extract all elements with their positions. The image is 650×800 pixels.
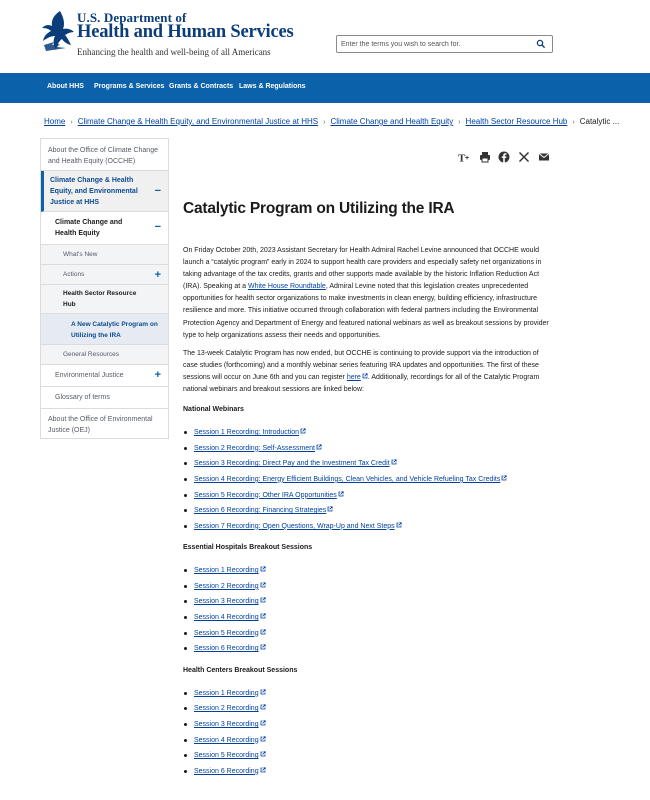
national-webinars-list	[183, 425, 553, 534]
recording-link[interactable]: Session 3 Recording	[194, 721, 266, 728]
recording-link[interactable]: Session 2 Recording	[194, 583, 266, 590]
article-body	[183, 245, 553, 785]
health-centers-list	[183, 686, 553, 780]
breadcrumb-hub[interactable]: Health Sector Resource Hub	[465, 117, 568, 126]
breadcrumb-cche[interactable]: Climate Change and Health Equity	[330, 117, 454, 126]
external-link-icon	[260, 566, 266, 572]
sidebar-item-label: General Resources	[63, 351, 119, 358]
external-link-icon	[260, 629, 266, 635]
breadcrumb-separator-icon: ›	[70, 119, 73, 126]
list-item	[183, 717, 553, 733]
external-link-icon	[260, 582, 266, 588]
recording-link[interactable]: Session 4 Recording: Energy Efficient Buildings, Clean Vehicles, and Vehicle Refueling Tax Credits	[194, 476, 507, 483]
recording-link[interactable]: Session 2 Recording: Self-Assessment	[194, 445, 322, 452]
recording-link[interactable]: Session 2 Recording	[194, 705, 266, 712]
nav-laws-regulations[interactable]: Laws & Regulations	[239, 83, 306, 90]
national-webinars-heading: National Webinars	[183, 406, 244, 414]
list-item	[183, 748, 553, 764]
sidebar-item-general-resources[interactable]	[41, 345, 168, 365]
list-item	[183, 686, 553, 702]
external-link-icon	[260, 767, 266, 773]
sidebar-item-label: Glossary of terms	[55, 394, 110, 401]
svg-text:+: +	[465, 155, 470, 162]
sidebar-item-actions[interactable]	[41, 265, 168, 285]
list-item	[183, 579, 553, 595]
sidebar-item-cche-ej[interactable]	[41, 171, 168, 212]
external-link-icon	[260, 720, 266, 726]
text-resize-icon[interactable]	[458, 151, 470, 163]
sidebar-item-label: Climate Change and Health Equity	[55, 219, 123, 237]
main-nav	[0, 73, 650, 103]
list-item	[183, 733, 553, 749]
external-link-icon	[260, 689, 266, 695]
hhs-eagle-logo-icon[interactable]	[40, 9, 76, 57]
agency-name-line2[interactable]: Health and Human Services	[77, 22, 294, 42]
recording-link[interactable]: Session 6 Recording: Financing Strategies	[194, 507, 333, 514]
expand-icon[interactable]: +	[154, 269, 161, 281]
recording-link[interactable]: Session 1 Recording: Introduction	[194, 429, 306, 436]
external-link-icon	[391, 459, 397, 465]
external-link-icon	[501, 475, 507, 481]
recording-link[interactable]: Session 3 Recording: Direct Pay and the Investment Tax Credit	[194, 460, 397, 467]
recording-link[interactable]: Session 6 Recording	[194, 645, 266, 652]
breadcrumb-separator-icon: ›	[323, 119, 326, 126]
hospitals-heading: Essential Hospitals Breakout Sessions	[183, 544, 313, 552]
nav-programs-services[interactable]: Programs & Services	[94, 83, 165, 90]
external-link-icon	[327, 506, 333, 512]
list-item	[183, 425, 553, 441]
recording-link[interactable]: Session 5 Recording: Other IRA Opportunities	[194, 492, 344, 499]
external-link-icon	[260, 613, 266, 619]
recording-link[interactable]: Session 1 Recording	[194, 690, 266, 697]
site-header	[0, 0, 650, 73]
list-item	[183, 441, 553, 457]
list-item	[183, 563, 553, 579]
sidebar-item-label: Climate Change & Health Equity, and Environmental Justice at HHS	[50, 177, 138, 206]
external-link-icon	[260, 751, 266, 757]
svg-text:T: T	[458, 152, 466, 163]
list-item	[183, 456, 553, 472]
recording-link[interactable]: Session 4 Recording	[194, 614, 266, 621]
expand-icon[interactable]: +	[154, 369, 161, 381]
nav-about-hhs[interactable]: About HHS	[47, 83, 84, 90]
recording-link[interactable]: Session 6 Recording	[194, 768, 266, 775]
sidebar-item-environmental-justice[interactable]	[41, 365, 168, 387]
external-link-icon	[338, 491, 344, 497]
collapse-icon[interactable]: −	[154, 221, 161, 233]
page-title: Catalytic Program on Utilizing the IRA	[183, 200, 455, 217]
recording-link[interactable]: Session 7 Recording: Open Questions, Wrap-Up and Next Steps	[194, 523, 402, 530]
sidebar-item-label: A New Catalytic Program on Utilizing the IRA	[71, 321, 158, 339]
register-here-link[interactable]: here	[347, 374, 368, 381]
collapse-icon[interactable]: −	[154, 185, 161, 197]
sidebar-item-label: About the Office of Climate Change and Health Equity (OCCHE)	[48, 147, 158, 165]
breadcrumb-current: Catalytic ...	[579, 117, 620, 126]
sidebar-item-glossary[interactable]	[41, 387, 168, 409]
sidebar-item-label: About the Office of Environmental Justice (OEJ)	[48, 416, 153, 434]
search-icon[interactable]	[536, 39, 546, 49]
side-nav	[40, 138, 169, 439]
nav-grants-contracts[interactable]: Grants & Contracts	[169, 83, 234, 90]
list-item	[183, 488, 553, 504]
recording-link[interactable]: Session 1 Recording	[194, 567, 266, 574]
sidebar-item-cche[interactable]	[41, 212, 168, 245]
list-item	[183, 610, 553, 626]
recording-link[interactable]: Session 5 Recording	[194, 752, 266, 759]
sidebar-item-whats-new[interactable]	[41, 245, 168, 265]
list-item	[183, 641, 553, 657]
sidebar-item-ocche[interactable]	[41, 139, 168, 171]
breadcrumb-separator-icon: ›	[458, 119, 461, 126]
x-icon[interactable]	[518, 151, 530, 163]
recording-link[interactable]: Session 3 Recording	[194, 598, 266, 605]
list-item	[183, 626, 553, 642]
print-icon[interactable]	[479, 151, 491, 163]
external-link-icon	[396, 522, 402, 528]
sidebar-item-label: What's New	[63, 251, 98, 258]
external-link-icon	[316, 444, 322, 450]
external-link-icon	[300, 428, 306, 434]
sidebar-item-current[interactable]	[41, 314, 168, 345]
search-input[interactable]	[337, 36, 527, 52]
health-centers-heading: Health Centers Breakout Sessions	[183, 666, 298, 674]
search-box	[336, 35, 553, 53]
list-item	[183, 594, 553, 610]
recording-link[interactable]: Session 5 Recording	[194, 630, 266, 637]
update-paragraph: The 13-week Catalytic Program has now ended, but OCCHE is continuing to provide support via the introduction of case studies (forthcoming) and a monthly webinar series featuring IRA updates and opportunities. The first of these sessions will occur on June 6th and you can register here . Additionally, recordings for all of the Catalytic Program national webinars and breakout sessions are linked below:	[183, 349, 540, 394]
agency-tagline: Enhancing the health and well-being of all Americans	[77, 47, 271, 57]
white-house-roundtable-link[interactable]: White House Roundtable	[247, 283, 326, 291]
email-icon[interactable]	[538, 151, 550, 163]
sidebar-item-label: Actions	[63, 271, 85, 278]
external-link-icon	[260, 736, 266, 742]
list-item	[183, 503, 553, 519]
list-item	[183, 519, 553, 535]
sidebar-item-oej[interactable]	[41, 409, 168, 439]
external-link-icon	[260, 597, 266, 603]
sidebar-item-hub[interactable]	[41, 285, 168, 314]
hospitals-list	[183, 563, 553, 657]
list-item	[183, 701, 553, 717]
external-link-icon	[260, 704, 266, 710]
facebook-icon[interactable]	[498, 151, 510, 163]
intro-paragraph: On Friday October 20th, 2023 Assistant Secretary for Health Admiral Rachel Levine announced that OCCHE would launch a “catalytic program” early in 2024 to support health care providers and especially safety net organizations in taking advantage of the tax credits, grants and other supports made available by the historic Inflation Reduction Act (IRA). Speaking at a White House Roundtable, Admiral Levine noted that this legislation creates unprecedented opportunities for health sector organizations to make investments in clean energy, building efficiency, infrastructure resilience and more. This initiative occurred through collaboration with federal partners including the Environmental Protection Agency and Department of Energy and featured national webinars as well as breakout sessions by provider type to help organizations assess their needs and opportunities.	[183, 247, 549, 339]
list-item	[183, 764, 553, 780]
breadcrumb-separator-icon: ›	[572, 119, 575, 126]
breadcrumb-home[interactable]: Home	[44, 117, 66, 126]
external-link-icon	[260, 644, 266, 650]
recording-link[interactable]: Session 4 Recording	[194, 737, 266, 744]
breadcrumb-cche-ej[interactable]: Climate Change & Health Equity, and Environmental Justice at HHS	[77, 117, 319, 126]
list-item	[183, 472, 553, 488]
breadcrumb	[44, 117, 619, 126]
sidebar-item-label: Environmental Justice	[55, 372, 124, 379]
sidebar-item-label: Health Sector Resource Hub	[63, 290, 137, 308]
agency-name-line1[interactable]: U.S. Department of	[77, 10, 187, 25]
